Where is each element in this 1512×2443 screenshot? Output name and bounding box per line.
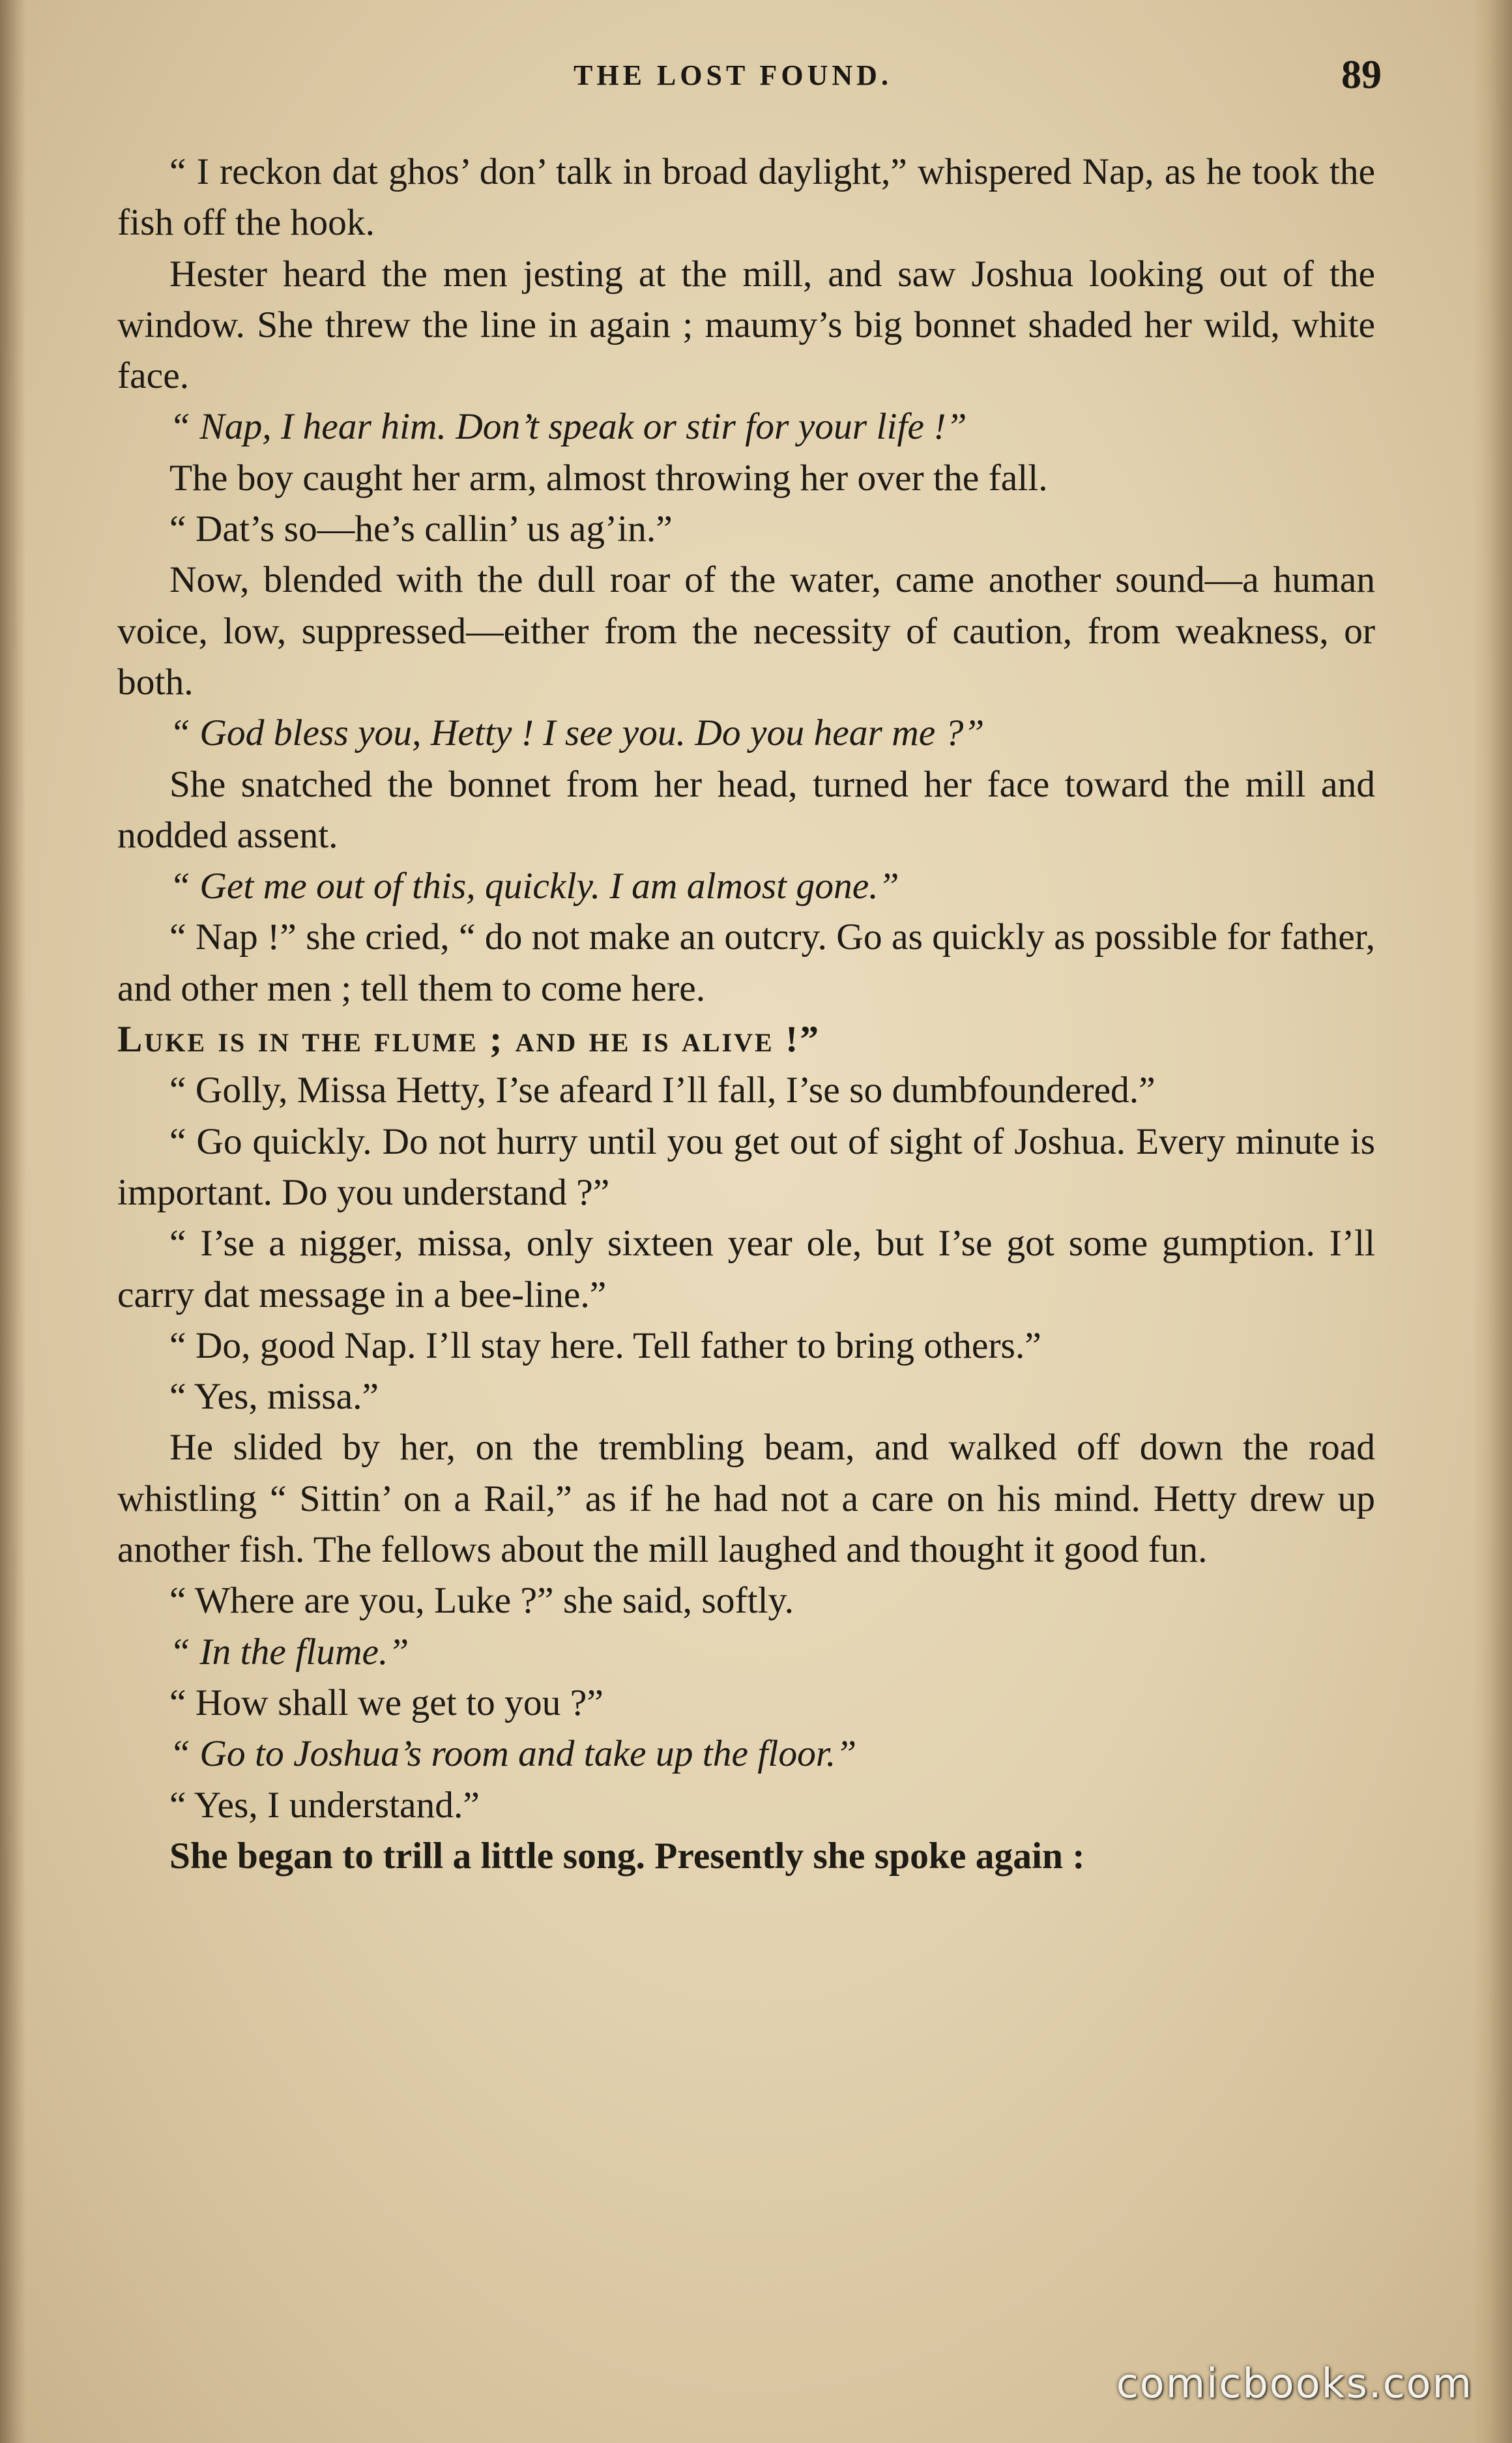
paragraph: “ Nap !” she cried, “ do not make an outcry. Go as quickly as possible for father, and other men ; tell them to come here. xyxy=(117,916,1375,1009)
paragraph: “ Golly, Missa Hetty, I’se afeard I’ll fall, I’se so dumbfoundered.” xyxy=(169,1070,1156,1111)
paragraph: “ Nap, I hear him. Don’t speak or stir for your life !” xyxy=(169,406,967,448)
paragraph: “ Do, good Nap. I’ll stay here. Tell father to bring others.” xyxy=(169,1324,1041,1366)
running-title: THE LOST FOUND. xyxy=(574,59,892,91)
paragraph: “ I reckon dat ghos’ don’ talk in broad daylight,” whispered Nap, as he took the fish off the hook. xyxy=(117,151,1375,244)
paragraph: “ Yes, missa.” xyxy=(169,1376,379,1418)
paragraph: “ I’se a nigger, missa, only sixteen year ole, but I’se got some gumption. I’ll carry dat message in a bee-line.” xyxy=(117,1223,1375,1315)
page-number: 89 xyxy=(1341,53,1382,97)
running-header xyxy=(117,52,1382,104)
paragraph: Luke is in the flume ; and he is alive !” xyxy=(117,1019,821,1061)
paragraph: “ Yes, I understand.” xyxy=(169,1784,480,1826)
paragraph: “ In the flume.” xyxy=(169,1631,409,1673)
watermark: comicbooks.com xyxy=(1116,2360,1473,2407)
paragraph: “ Dat’s so—he’s callin’ us ag’in.” xyxy=(169,508,673,550)
paragraph: “ Go quickly. Do not hurry until you get out of sight of Joshua. Every minute is important. Do you understand ?” xyxy=(117,1120,1375,1213)
paragraph: “ How shall we get to you ?” xyxy=(169,1682,603,1723)
paragraph: “ Go to Joshua’s room and take up the floor.” xyxy=(169,1733,857,1775)
paragraph: She snatched the bonnet from her head, turned her face toward the mill and nodded assent. xyxy=(117,763,1375,856)
paragraph: “ Where are you, Luke ?” she said, softly. xyxy=(169,1580,794,1622)
paragraph: She began to trill a little song. Presently she spoke again : xyxy=(169,1835,1085,1877)
body-text xyxy=(117,147,1375,1882)
paragraph: Now, blended with the dull roar of the water, came another sound—a human voice, low, suppressed—either from the necessity of caution, from weakness, or both. xyxy=(117,559,1375,703)
paragraph: The boy caught her arm, almost throwing her over the fall. xyxy=(169,457,1048,499)
paragraph: Hester heard the men jesting at the mill, and saw Joshua looking out of the window. She threw the line in again ; maumy’s big bonnet shaded her wild, white face. xyxy=(117,253,1375,397)
paragraph: He slided by her, on the trembling beam, and walked off down the road whistling “ Sittin’ on a Rail,” as if he had not a care on his mind. Hetty drew up another fish. The fellows about the mill laughed and thought it good fun. xyxy=(117,1427,1375,1571)
paragraph: “ God bless you, Hetty ! I see you. Do you hear me ?” xyxy=(169,712,985,754)
paragraph: “ Get me out of this, quickly. I am almost gone.” xyxy=(169,866,899,907)
